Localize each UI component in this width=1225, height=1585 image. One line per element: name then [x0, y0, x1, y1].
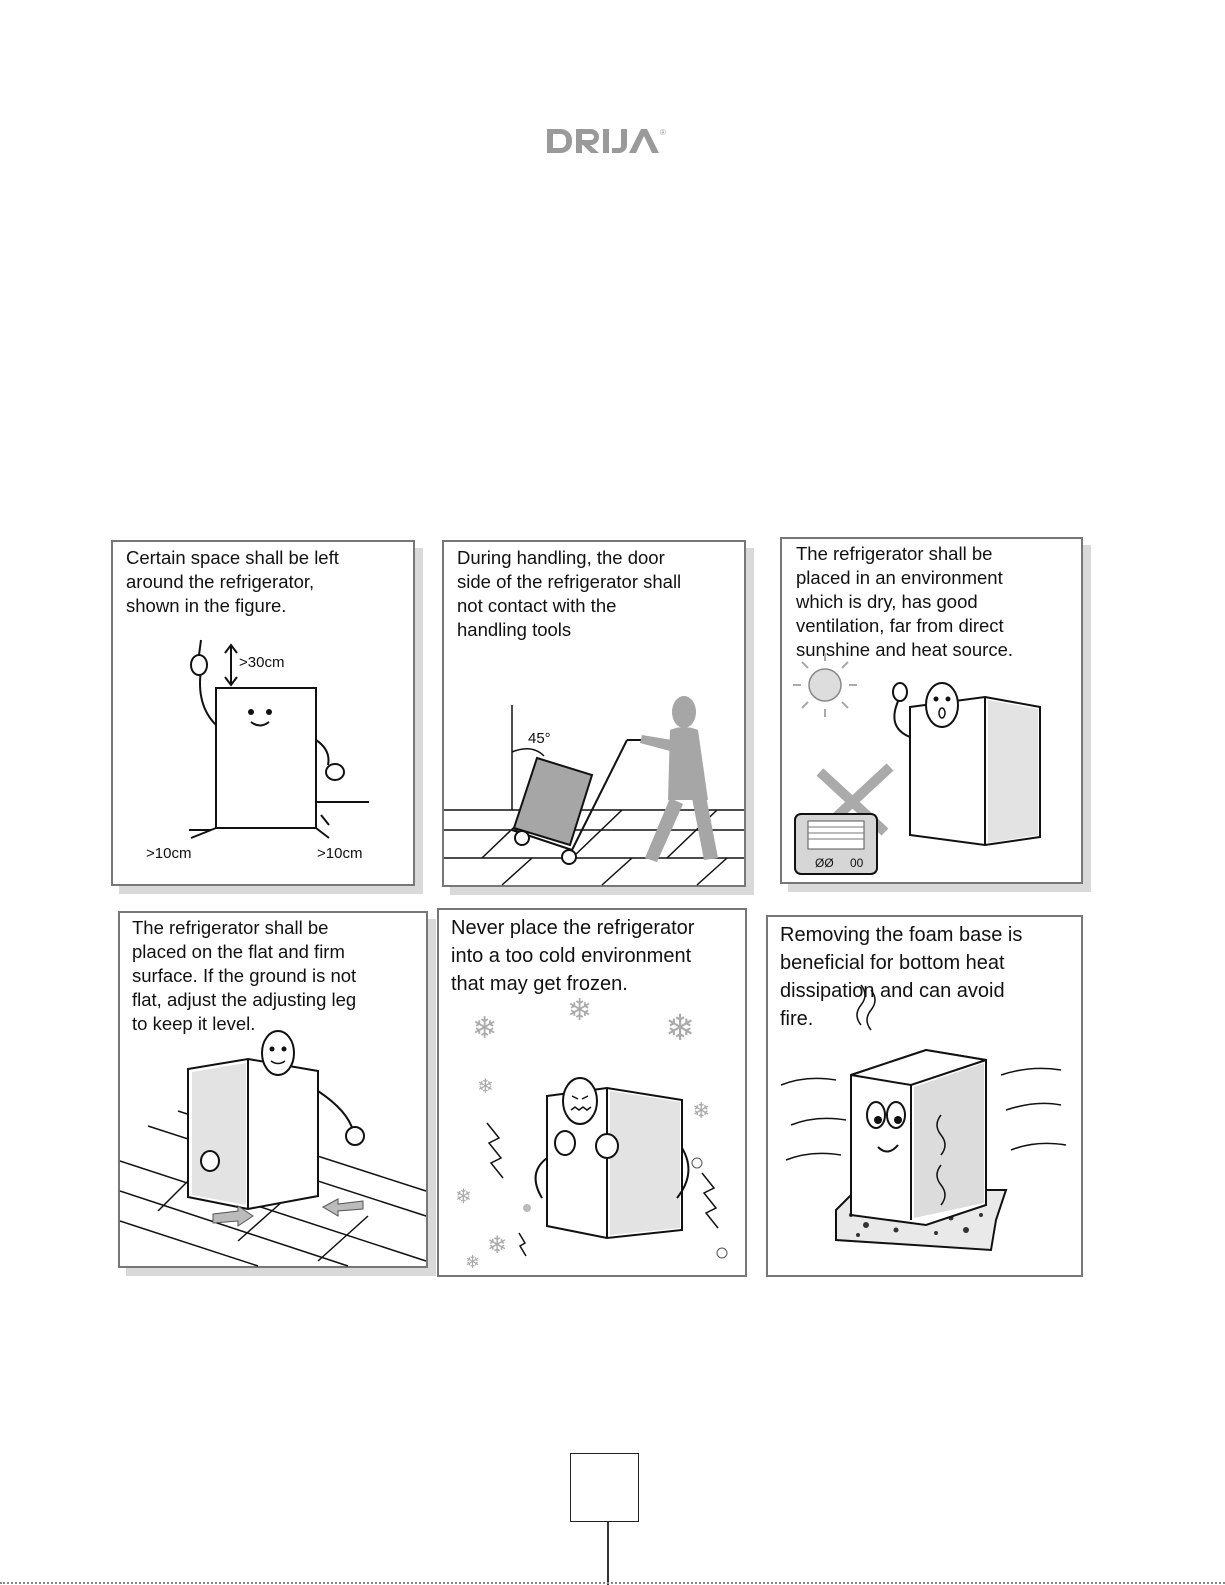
panel-foam-base	[766, 915, 1083, 1277]
caption-line: not contact with the	[457, 595, 617, 616]
page-number-box	[570, 1453, 639, 1522]
caption-line: Certain space shall be left	[126, 547, 339, 568]
caption-line: flat, adjust the adjusting leg	[132, 989, 357, 1010]
caption-line: into a too cold environment	[451, 945, 692, 967]
environment-illustration	[780, 537, 1083, 884]
caption-line: surface. If the ground is not	[132, 965, 357, 986]
caption-line: which is dry, has good	[796, 591, 978, 612]
caption-line: sunshine and heat source.	[796, 639, 1014, 660]
caption-line: dissipation and can avoid	[780, 980, 1005, 1002]
sun-icon	[793, 653, 857, 717]
panel-handling	[442, 540, 746, 887]
panel-cold-environment	[437, 908, 747, 1277]
cold-environment-illustration	[437, 908, 747, 1277]
svg-text:00: 00	[850, 856, 864, 870]
caption-line: placed in an environment	[796, 567, 1003, 588]
snowflake-icon: ❄	[487, 1231, 508, 1259]
foam-base-illustration	[766, 915, 1083, 1277]
caption-line: around the refrigerator,	[126, 571, 315, 592]
snowflake-icon: ❄	[665, 1008, 696, 1049]
panel-flat-surface	[118, 911, 428, 1268]
snowflake-icon: ❄	[477, 1074, 494, 1098]
caption-line: Removing the foam base is	[780, 924, 1023, 946]
page-bottom-dotted-line	[0, 1582, 1225, 1584]
caption-line: The refrigerator shall be	[796, 543, 993, 564]
clearance-illustration	[111, 540, 415, 886]
caption-line: to keep it level.	[132, 1013, 256, 1034]
caption-line: that may get frozen.	[451, 973, 628, 995]
caption-line: placed on the flat and firm	[132, 941, 345, 962]
snowflake-icon: ❄	[567, 993, 593, 1028]
top-clearance-label: >30cm	[239, 654, 285, 671]
handling-illustration	[442, 540, 746, 887]
snowflake-icon: ❄	[455, 1184, 472, 1208]
caption-line: fire.	[780, 1008, 814, 1030]
caption-line: ventilation, far from direct	[796, 615, 1004, 636]
svg-text:ØØ: ØØ	[815, 856, 834, 870]
brand-logo	[545, 122, 670, 162]
right-clearance-label: >10cm	[317, 845, 363, 862]
panel-clearance	[111, 540, 415, 886]
snowflake-icon: ❄	[472, 1011, 498, 1046]
tilt-angle-label: 45°	[528, 730, 551, 747]
flat-surface-illustration	[118, 911, 428, 1268]
heater-icon	[795, 814, 877, 874]
caption-line: Never place the refrigerator	[451, 917, 695, 939]
caption-line: beneficial for bottom heat	[780, 952, 1005, 974]
left-clearance-label: >10cm	[146, 845, 192, 862]
caption-line: During handling, the door	[457, 547, 665, 568]
snowflake-icon: ❄	[692, 1099, 711, 1124]
caption-line: The refrigerator shall be	[132, 917, 329, 938]
panel-environment	[780, 537, 1083, 884]
snowflake-icon: ❄	[465, 1252, 481, 1273]
page-number-stem	[607, 1522, 609, 1585]
caption-line: shown in the figure.	[126, 595, 287, 616]
caption-line: side of the refrigerator shall	[457, 571, 682, 592]
caption-line: handling tools	[457, 619, 572, 640]
registered-mark: ®	[660, 128, 666, 137]
